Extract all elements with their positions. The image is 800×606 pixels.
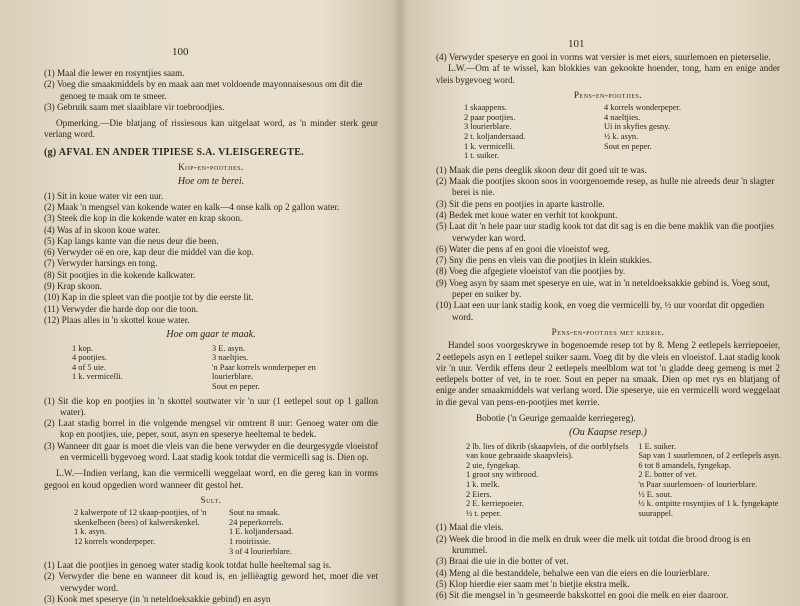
ingredients-col-right: [212, 344, 342, 392]
sult-list: [44, 560, 378, 605]
recipe-title-bobotie: Bobotie ('n Geurige gemaalde kerriegereg).: [476, 412, 636, 423]
recipe-title-kop: Kop-en-pootjies.: [178, 162, 244, 173]
list-item: (6) Sit die mengsel in 'n gesmeerde bakskottel en gooi die melk en eier daaroor.: [436, 590, 729, 601]
pens-ingredients: [464, 103, 734, 161]
ingredient: 2 uie, fyngekap.: [466, 460, 520, 470]
list-item: (12) Plaas alles in 'n skottel koue water.: [44, 314, 190, 325]
ingredient: 3 naeltjies.: [212, 353, 249, 363]
list-item: (9) Voeg asyn by saam met speserye en uie, wat in 'n neteldoeksakkie gebind is. Voeg sout, peper en suiker by.: [436, 277, 770, 300]
ingredient: 'n Paar korrels wonderpeper en lourierblare.: [212, 362, 316, 382]
lw-note: L.W.—Indien verlang, kan die vermicelli weggelaat word, en die gereg kan in vorms gegooi en koud opgedien word wanneer dit gestol het.: [44, 468, 378, 490]
ingredient: 3 lourierblare.: [464, 122, 512, 132]
ingredient: 1 E. koljandersaad.: [229, 527, 294, 537]
subheading-gaar: Hoe om gaar te maak.: [166, 329, 256, 341]
list-item: (3) Wanneer dit gaar is moet die vleis van die bene verwyder en die deurgesygde vloeistof en vermicelli bygevoeg word. Laat stadig kook totdat die vermicelli sag is. Dien op.: [44, 440, 378, 462]
ingredient: 4 naeltjies.: [604, 112, 641, 122]
list-item: (8) Sit pootjies in die kokende kalkwater.: [44, 269, 196, 280]
list-item: (4) Was af in skoon koue water.: [44, 224, 161, 235]
ingredient: 2 paar pootjies.: [464, 112, 516, 122]
list-item: (5) Klop hierdie eier saam met 'n bietjie ekstra melk.: [436, 578, 630, 589]
list-item: (3) Sit die pens en pootjies in aparte kastrolle.: [436, 198, 605, 209]
lw-note: L.W.—Om af te wissel, kan blokkies van gekookte hoender, tong, ham en enige ander vleis bygevoeg word.: [436, 63, 780, 85]
list-item: (1) Laat die pootjies in genoeg water stadig kook totdat hulle heeltemal sag is.: [44, 560, 332, 571]
page-number-left: 100: [172, 46, 189, 58]
ingredients-col-right: [229, 508, 374, 556]
list-item: (4) Meng al die bestanddele, behalwe een van die eiers en die lourierblare.: [436, 567, 710, 578]
ingredient: 1 skaappens.: [464, 103, 507, 113]
list-item: (3) Steek die kop in die kokende water en krap skoon.: [44, 213, 243, 224]
ingredient: Ui in skyfies gesny.: [604, 122, 670, 132]
list-item: (2) Week die brood in die melk en druk weer die melk uit totdat die brood droog is en krummel.: [436, 533, 751, 555]
ingredient: Sout en peper.: [212, 381, 260, 391]
list-item: (2) Laat stadig borrel in die volgende mengsel vir omtrent 8 uur: Genoeg water om die kop en pootjies, uie, peper, sout, asyn en speserye heeltemal te bedek.: [44, 418, 378, 440]
ingredient: 24 peperkorrels.: [229, 517, 284, 527]
opmerking-note: Opmerking.—Die blatjang of rissiesous kan uitgelaat word, as 'n minder sterk geur verlang word.: [44, 118, 378, 140]
subheading-kaapse: (Ou Kaapse resep.): [569, 427, 647, 439]
list-item: (1) Maal die lewer en rosyntjies saam.: [44, 68, 185, 78]
list-item: (11) Verwyder die harde dop oor die toon.: [44, 303, 199, 314]
ingredients-col-left: [464, 103, 594, 161]
ingredient: 4 korrels wonderpeper.: [604, 103, 681, 113]
ingredient: 1 kop.: [72, 343, 93, 353]
ingredient: Sout na smaak.: [229, 508, 280, 518]
list-item: (3) Gebruik saam met slaaiblare vir toebroodjies.: [44, 101, 225, 112]
list-item: (2) Maak die pootjies skoon soos in voorgenoemde resep, as hulle nie alreeds deur 'n slagter berei is nie.: [436, 176, 775, 198]
ingredient: 6 tot 8 amandels, fyngekap.: [638, 460, 731, 470]
list-item: (9) Krap skoon.: [44, 281, 102, 292]
ingredient: 2 lb. lies of dikrib (skaapvleis, of die oorblyfsels van koue gebraaide skaapvleis).: [466, 441, 629, 461]
page-number-right: 101: [568, 38, 585, 50]
list-item: (10) Kap in die spleet van die pootjie tot by die eerste lit.: [44, 292, 254, 303]
intro-list: [44, 68, 378, 113]
left-page-content: [44, 68, 378, 605]
kerrie-paragraph: Handel soos voorgeskrywe in bogenoemde resep tot by 8. Meng 2 eetlepels kerriepoeier, 2 eetlepels asyn en 1 eetlepel suiker saam. Voeg dit by die vleis en vloeistof. Laat stadig kook vir 'n uur. Verdik effens deur 2 eetlepels meelblom wat tot 'n gladde deeg gemeng is met 2 eetlepels botter of vet, in te roer. Sout en peper na smaak. Dien op met rys en blatjang of enige ander smaakmiddels wat verlang word. Die speserye, uie en vermicelli word weggelaat in die geval van pens-en-pootjies met kerrie.: [436, 340, 780, 407]
sult-ingredients: [74, 508, 374, 556]
ingredient: 1 k. melk.: [466, 479, 500, 489]
bobotie-ingredients: [466, 442, 786, 519]
ingredient: ½ k. ontpitte rosyntjies of 1 k. fyngekapte suurappel.: [638, 499, 779, 518]
ingredient: 2 E. botter of vet.: [638, 470, 697, 480]
left-page: [0, 0, 392, 606]
ingredient: Sout en peper.: [604, 141, 652, 151]
ingredient: ½ k. asyn.: [604, 131, 639, 141]
list-item: (6) Water die pens af en gooi die vloeistof weg.: [436, 243, 611, 254]
list-item: (7) Verwyder harsings en tong.: [44, 258, 158, 269]
list-item: (10) Laat een uur lank stadig kook, en voeg die vermicelli by, ½ uur voordat dit opgedien word.: [436, 300, 765, 322]
gaar-list: [44, 396, 378, 464]
berei-list: [44, 191, 378, 327]
ingredients-col-right: [604, 103, 734, 161]
list-item: (3) Braai die uie in die botter of vet.: [436, 556, 569, 567]
ingredient: 2 t. koljandersaad.: [464, 131, 526, 141]
ingredient: 3 of 4 lourierblare.: [229, 546, 292, 556]
ingredient: Sap van 1 suurlemoen, of 2 eetlepels asyn.: [638, 451, 781, 461]
list-item: (4) Bedek met koue water en verhit tot kookpunt.: [436, 209, 618, 220]
ingredient: 2 E. kerriepoeier.: [466, 499, 524, 509]
list-item: (2) Verwyder die bene en wanneer dit koud is, en jelliëagtig geword het, moet die vet verwyder word.: [44, 571, 378, 593]
list-item: (3) Kook met speserye (in 'n neteldoeksakkie gebind) en asyn: [44, 594, 271, 605]
pens-list: [436, 165, 780, 323]
list-item: (1) Sit in koue water vir een uur.: [44, 190, 164, 201]
list-item: (1) Sit die kop en pootjies in 'n skottel soutwater vir 'n uur (1 eetlepel sout op 1 gallon water).: [44, 395, 378, 417]
ingredient: 'n Paar suurlemoen- of lourierblare.: [638, 479, 758, 489]
list-item: (8) Voeg die afgegiete vloeistof van die pootjies by.: [436, 266, 626, 277]
ingredients-col-right: [638, 442, 786, 519]
ingredient: 3 E. asyn.: [212, 343, 246, 353]
ingredient: 1 k. vermicelli.: [72, 372, 123, 382]
ingredient: 1 E. suiker.: [638, 441, 677, 451]
ingredient: 4 pootjies.: [72, 353, 107, 363]
ingredient: 2 kalwerpote of 12 skaap-pootjies, of 'n skenkelbeen (bees) of kalwerskenkel.: [74, 508, 207, 527]
list-item: (5) Laat dit 'n hele paar uur stadig kook tot dat dit sag is en die bene maklik van die pootjies verwyder kan word.: [436, 221, 774, 243]
ingredients-col-left: [466, 442, 628, 519]
bobotie-list: [436, 522, 780, 601]
ingredient: 1 t. suiker.: [464, 151, 499, 161]
list-item: (1) Maak die pens deeglik skoon deur dit goed uit te was.: [436, 164, 647, 175]
ingredient: ½ t. peper.: [466, 508, 502, 518]
ingredients-col-left: [74, 508, 219, 556]
right-page-content: [436, 52, 780, 601]
right-page: [408, 0, 800, 606]
recipe-title-kerrie: Pens-en-pootjies met kerrie.: [551, 326, 665, 337]
ingredient: 2 Eiers.: [466, 489, 492, 499]
recipe-title-pens: Pens-en-pootjies.: [573, 89, 643, 100]
list-item: (4) Verwyder speserye en gooi in vorms wat versier is met eiers, suurlemoen en pieterselie.: [436, 52, 771, 62]
list-item: (2) Voeg die smaakmiddels by en maak aan met voldoende mayonnaisesous om dit die genoeg te maak om te smeer.: [44, 79, 363, 101]
ingredient: 1 groot sny witbrood.: [466, 470, 539, 480]
ingredients-col-left: [72, 344, 202, 392]
ingredient: 1 k. asyn.: [74, 527, 107, 537]
recipe-title-sult: Sult.: [200, 494, 222, 505]
subheading-berei: Hoe om te berei.: [177, 176, 245, 188]
ingredient: ½ E. sout.: [638, 489, 673, 499]
list-item: (2) Maak 'n mengsel van kokende water en kalk—4 onse kalk op 2 gallon water.: [44, 201, 340, 212]
ingredient: 4 of 5 uie.: [72, 362, 106, 372]
list-item: (1) Maal die vleis.: [436, 522, 504, 533]
ingredient: 1 k. vermicelli.: [464, 141, 515, 151]
ingredient: 12 korrels wonderpeper.: [74, 536, 156, 546]
gaar-ingredients: [72, 344, 342, 392]
ingredient: 1 rooiriissie.: [229, 536, 271, 546]
section-heading: (g) AFVAL EN ANDER TIPIESE S.A. VLEISGEREGTE.: [44, 146, 304, 158]
list-item: (5) Kap langs kante van die neus deur die been.: [44, 235, 219, 246]
list-item: (6) Verwyder oë en ore, kap deur die middel van die kop.: [44, 247, 254, 258]
list-item: (7) Sny die pens en vleis van die pootjies in klein stukkies.: [436, 255, 652, 266]
